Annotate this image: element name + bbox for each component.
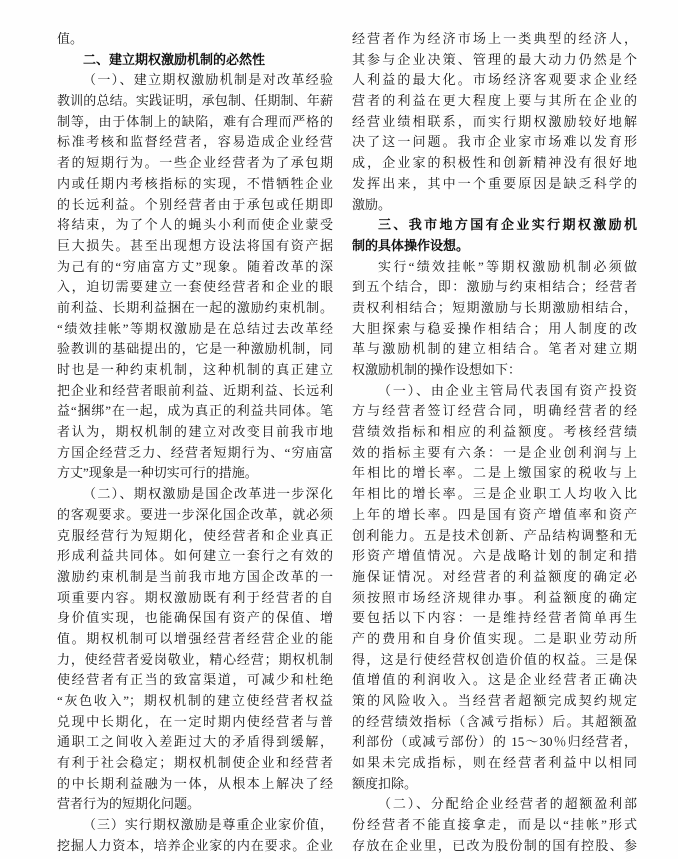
body-text-line: 入，迫切需要建立一套使经营者和企业的眼 — [57, 279, 333, 295]
body-text-line: “绩效挂帐”等期权激励是在总结过去改革经 — [57, 320, 333, 336]
body-text-line: （一）、由企业主管局代表国有资产投资 — [378, 382, 637, 398]
body-text-line: 额度扣除。 — [352, 775, 418, 791]
body-text-line: 者的短期行为。一些企业经营者为了承包期 — [57, 155, 333, 171]
body-text-line: 力，使经营者爱岗敬业，精心经营；期权机制 — [57, 651, 333, 667]
body-text-line: 值增值的利润收入。这是企业经营者正确决 — [352, 672, 637, 688]
body-text-line: 克服经营行为短期化，使经营者和企业真正 — [57, 527, 333, 543]
body-text-line: 有利于社会稳定；期权机制使企业和经营者 — [57, 755, 333, 771]
body-text-line: 的中长期利益融为一体，从根本上解决了经 — [57, 775, 333, 791]
body-text-line: 策的风险收入。当经营者超额完成契约规定 — [352, 693, 637, 708]
body-text-line: 前利益、长期利益捆在一起的激励约束机制。 — [57, 299, 333, 315]
body-text-line: 教训的总结。实践证明，承包制、任期制、年薪 — [57, 93, 333, 109]
body-text-line: 革与激励机制的建立相结合。笔者对建立期 — [352, 341, 637, 357]
body-text-line: 方与经营者签订经营合同，明确经营者的经 — [352, 403, 637, 419]
body-text-line: 决了这一问题。我市企业家市场难以发育形 — [352, 134, 637, 150]
body-text-line: 益“捆绑”在一起，成为真正的利益共同体。笔 — [57, 403, 333, 419]
body-text-line: 通职工之间收入差距过大的矛盾得到缓解， — [57, 734, 333, 750]
body-text-line: 须按照市场经济规律办事。利益额度的确定 — [352, 589, 637, 605]
body-text-line: 年相比的增长率。三是企业职工人均收入比 — [352, 486, 637, 502]
body-text-line: 时也是一种约束机制，这种机制的真正建立 — [57, 362, 333, 377]
body-text-line: 经营业绩相联系，而实行期权激励较好地解 — [352, 113, 637, 129]
body-text-line: 为己有的“穷庙富方丈”现象。随着改革的深 — [57, 258, 333, 274]
body-text-line: 其参与企业决策、管理的最大动力仍然是个 — [352, 51, 637, 67]
body-text-line: 人利益的最大化。市场经济客观要求企业经 — [352, 72, 637, 88]
body-text-line: 经营者作为经济市场上一类典型的经济人， — [352, 31, 637, 46]
body-text-line: 权激励机制的操作设想如下： — [352, 362, 522, 377]
body-text-line: 效的指标主要有六条：一是企业创利润与上 — [352, 444, 637, 460]
body-text-line: 施保证情况。对经营者的利益额度的确定必 — [352, 568, 637, 584]
body-text-line: 大胆探索与稳妥操作相结合；用人制度的改 — [352, 320, 637, 336]
body-text-line: 项重要内容。期权激励既有利于经营者的自 — [57, 589, 333, 605]
body-text-line: （一）、建立期权激励机制是对改革经验 — [83, 72, 333, 88]
body-text-line: 验教训的基础提出的，它是一种激励机制，同 — [57, 341, 333, 357]
body-text-line: “灰色收入”；期权机制的建立使经营者权益 — [57, 693, 333, 708]
section-heading-line: 三、我市地方国有企业实行期权激励机 — [378, 217, 637, 233]
body-text-line: 存放在企业里，已改为股份制的国有控股、参 — [352, 837, 637, 853]
body-text-line: 产的费用和自身价值实现。二是职业劳动所 — [352, 630, 637, 646]
body-text-line: 上年的增长率。四是国有资产增值率和资产 — [352, 506, 637, 522]
body-text-line: 营者行为的短期化问题。 — [57, 796, 201, 812]
body-text-line: 如果未完成指标，则在经营者利益中以相同 — [352, 755, 637, 771]
body-text-line: 值。期权机制可以增强经营者经营企业的能 — [57, 630, 333, 646]
body-text-line: 身价值实现，也能确保国有资产的保值、增 — [57, 610, 333, 626]
body-text-line: 者认为，期权机制的建立对改变目前我市地 — [57, 424, 333, 440]
body-text-line: （三）实行期权激励是尊重企业家价值， — [83, 817, 333, 833]
text-column-right — [352, 29, 637, 857]
body-text-line: 兑现中长期化，在一定时期内使经营者与普 — [57, 713, 333, 729]
body-text-line: 责权利相结合；短期激励与长期激励相结合， — [352, 299, 637, 315]
body-text-line: 的经营绩效指标（含减亏指标）后。其超额盈 — [352, 713, 637, 729]
body-text-line: 创利能力。五是技术创新、产品结构调整和无 — [352, 527, 637, 543]
body-text-line: 制等，由于体制上的缺陷，难有合理而严格的 — [57, 113, 333, 129]
body-text-line: 利部份（或减亏部份）的 15～30％归经营者， — [352, 734, 637, 750]
text-column-left — [57, 29, 333, 857]
section-heading-line: 二、建立期权激励机制的必然性 — [83, 51, 266, 67]
body-text-line: 形成利益共同体。如何建立一套行之有效的 — [57, 548, 333, 564]
body-text-line: 要包括以下内容：一是维持经营者简单再生 — [352, 610, 637, 626]
body-text-line: 发挥出来，其中一个重要原因是缺乏科学的 — [352, 175, 637, 191]
body-text-line: 营者的利益在更大程度上要与其所在企业的 — [352, 93, 637, 109]
body-text-line: 方丈”现象是一种切实可行的措施。 — [57, 465, 258, 481]
body-text-line: 年相比的增长率。二是上缴国家的税收与上 — [352, 465, 637, 481]
body-text-line: 形资产增值情况。六是战略计划的制定和措 — [352, 548, 637, 564]
body-text-line: 把企业和经营者眼前利益、近期利益、长远利 — [57, 382, 333, 398]
body-text-line: 激励约束机制是当前我市地方国企改革的一 — [57, 568, 333, 584]
body-text-line: 激励。 — [352, 196, 392, 212]
body-text-line: 得，这是行使经营权创造价值的权益。三是保 — [352, 651, 637, 667]
body-text-line: （二）、期权激励是国企改革进一步深化 — [83, 486, 333, 502]
body-text-line: 方国企经营乏力、经营者短期行为、“穷庙富 — [57, 444, 333, 460]
body-text-line: （二）、分配给企业经营者的超额盈利部 — [378, 796, 637, 812]
body-text-line: 值。 — [57, 31, 84, 46]
body-text-line: 成，企业家的积极性和创新精神没有很好地 — [352, 155, 637, 171]
body-text-line: 使经营者有正当的致富渠道，可减少和杜绝 — [57, 672, 333, 688]
body-text-line: 的长远利益。个别经营者由于承包或任期即 — [57, 196, 333, 212]
body-text-line: 的客观要求。要进一步深化国企改革，就必须 — [57, 506, 333, 522]
body-text-line: 标准考核和监督经营者，容易造成企业经营 — [57, 134, 333, 150]
body-text-line: 营绩效指标和相应的利益额度。考核经营绩 — [352, 424, 637, 440]
body-text-line: 巨大损失。甚至出现想方设法将国有资产据 — [57, 237, 333, 253]
section-heading-line: 制的具体操作设想。 — [352, 237, 470, 253]
body-text-line: 份经营者不能直接拿走，而是以“挂帐”形式 — [352, 817, 637, 833]
body-text-line: 将结束，为了个人的蝇头小利而使企业蒙受 — [57, 217, 333, 233]
body-text-line: 内或任期内考核指标的实现，不惜牺牲企业 — [57, 175, 333, 191]
body-text-line: 到五个结合，即：激励与约束相结合；经营者 — [352, 279, 637, 295]
body-text-line: 挖掘人力资本，培养企业家的内在要求。企业 — [57, 837, 333, 853]
body-text-line: 实行“绩效挂帐”等期权激励机制必须做 — [378, 258, 637, 274]
